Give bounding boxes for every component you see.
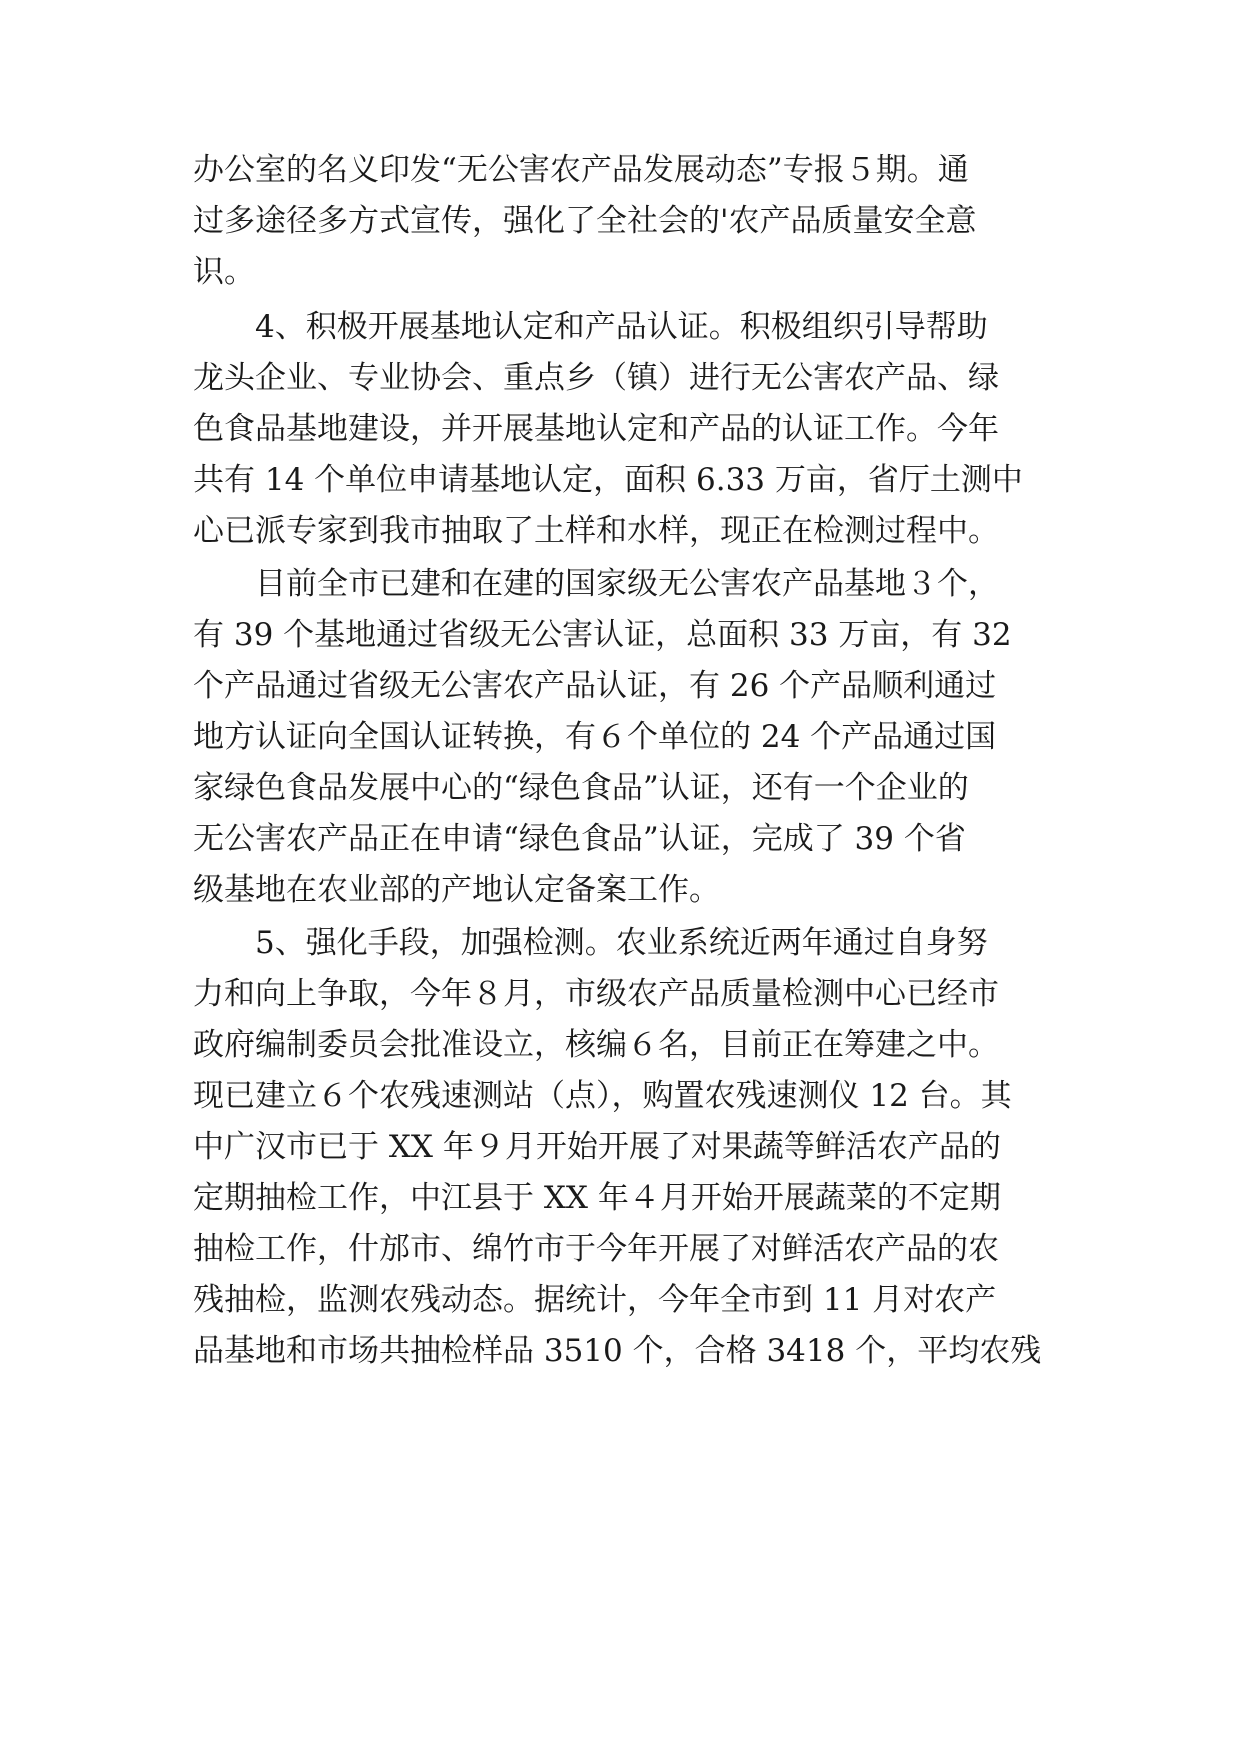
text-line: 政府编制委员会批准设立，核编６名，目前正在筹建之中。: [193, 1027, 999, 1063]
text-line: 龙头企业、专业协会、重点乡（镇）进行无公害农产品、绿: [193, 360, 999, 396]
text-line: 共有 14 个单位申请基地认定，面积 6.33 万亩，省厅土测中: [193, 462, 1023, 498]
text-line: 无公害农产品正在申请“绿色食品”认证，完成了 39 个省: [193, 821, 966, 857]
text-line: 家绿色食品发展中心的“绿色食品”认证，还有一个企业的: [193, 770, 969, 806]
paragraph-start-line: 5、强化手段，加强检测。农业系统近两年通过自身努: [255, 925, 988, 961]
text-line: 过多途径多方式宣传，强化了全社会的'农产品质量安全意: [193, 203, 977, 239]
text-line: 地方认证向全国认证转换，有６个单位的 24 个产品通过国: [193, 719, 997, 755]
text-line: 力和向上争取，今年８月，市级农产品质量检测中心已经市: [193, 976, 999, 1012]
text-line: 定期抽检工作，中江县于 XX 年４月开始开展蔬菜的不定期: [193, 1180, 1001, 1216]
text-line: 中广汉市已于 XX 年９月开始开展了对果蔬等鲜活农产品的: [193, 1129, 1001, 1165]
text-line: 办公室的名义印发“无公害农产品发展动态”专报５期。通: [193, 152, 969, 188]
text-line: 品基地和市场共抽检样品 3510 个，合格 3418 个，平均农残: [193, 1333, 1042, 1369]
text-line: 抽检工作，什邡市、绵竹市于今年开展了对鲜活农产品的农: [193, 1231, 999, 1267]
text-line: 残抽检，监测农残动态。据统计，今年全市到 11 月对农产: [193, 1282, 997, 1318]
text-line: 个产品通过省级无公害农产品认证，有 26 个产品顺利通过: [193, 668, 997, 704]
text-line: 识。: [193, 254, 255, 290]
paragraph-start-line: 目前全市已建和在建的国家级无公害农产品基地３个，: [255, 566, 999, 602]
text-line: 现已建立６个农残速测站（点），购置农残速测仪 12 台。其: [193, 1078, 1012, 1114]
text-line: 有 39 个基地通过省级无公害认证，总面积 33 万亩，有 32: [193, 617, 1012, 653]
text-line: 级基地在农业部的产地认定备案工作。: [193, 872, 720, 908]
paragraph-start-line: 4、积极开展基地认定和产品认证。积极组织引导帮助: [255, 309, 988, 345]
text-line: 心已派专家到我市抽取了土样和水样，现正在检测过程中。: [193, 513, 999, 549]
text-line: 色食品基地建设，并开展基地认定和产品的认证工作。今年: [193, 411, 999, 447]
